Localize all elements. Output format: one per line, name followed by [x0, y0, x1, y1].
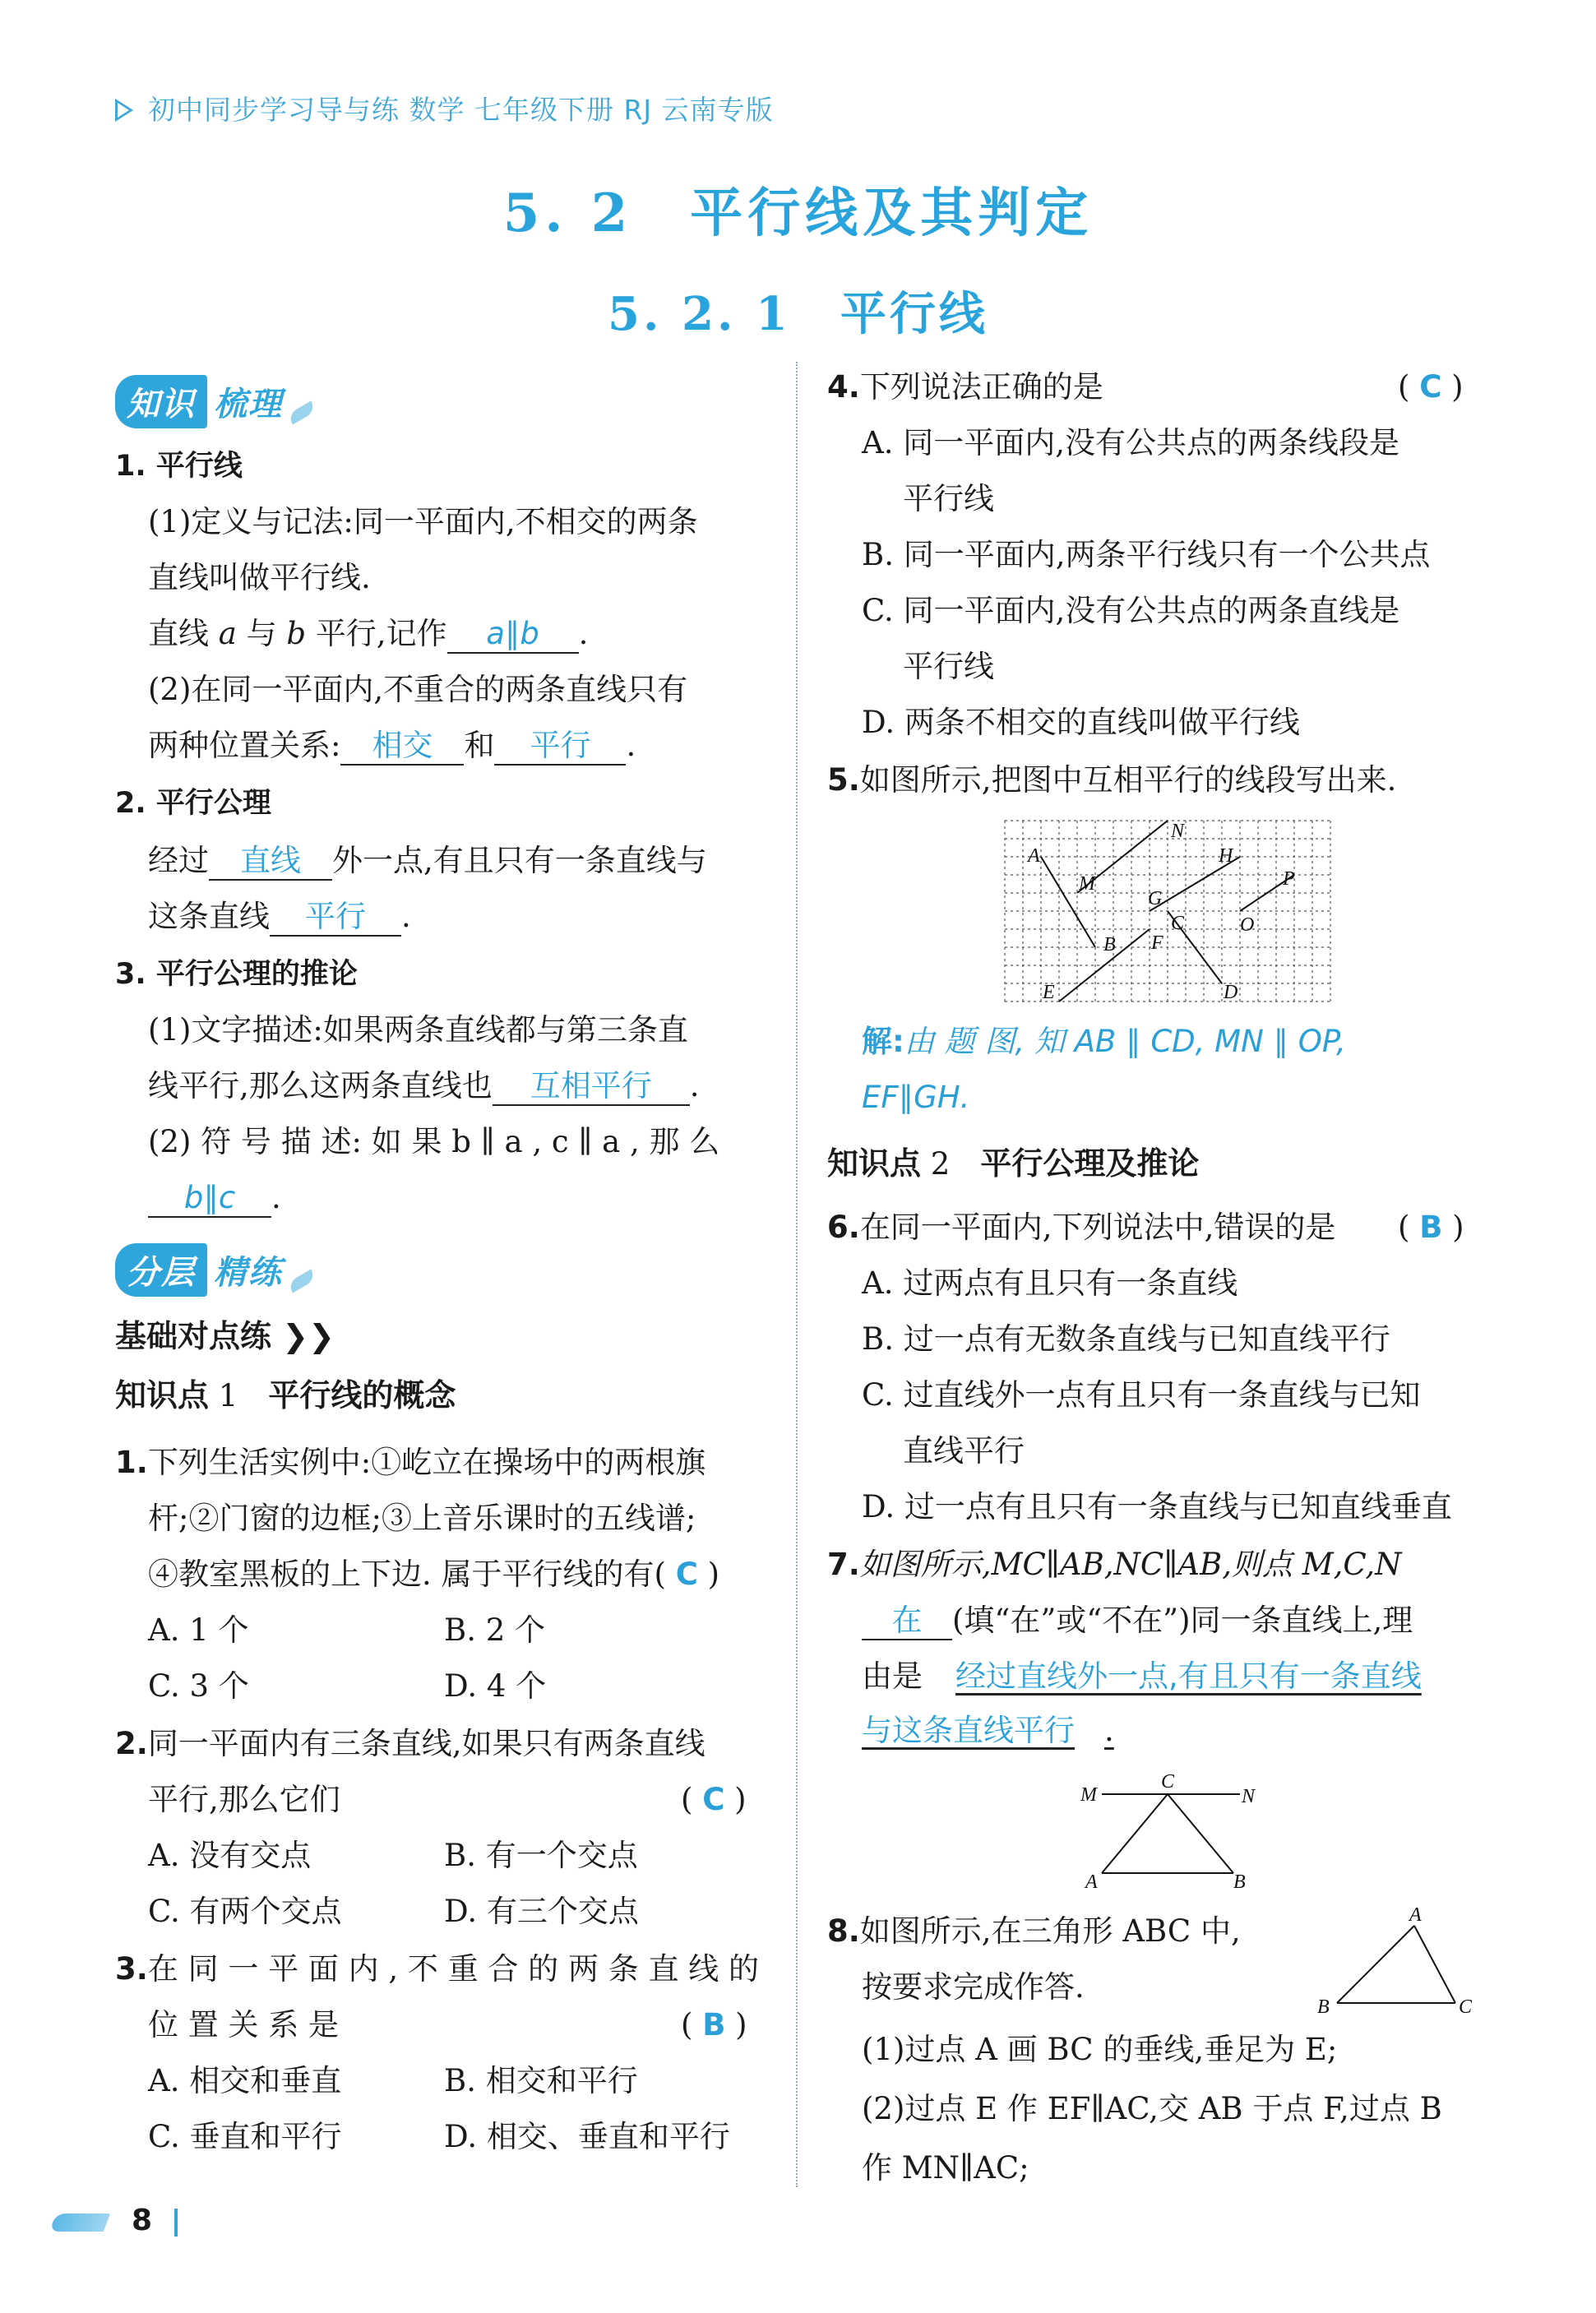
q5-solution-line1: 解:由 题 图, 知 AB ∥ CD, MN ∥ OP,: [862, 1024, 1346, 1059]
q6-option-a: A. 过两点有且只有一条直线: [862, 1265, 1238, 1301]
s2-line1: 经过 直线 外一点,有且只有一条直线与: [148, 840, 707, 881]
q7-line3: 由是 经过直线外一点,有且只有一条直线: [862, 1658, 1422, 1694]
segment-CA: [1102, 1794, 1168, 1873]
label-B: B: [1317, 1996, 1330, 2018]
play-triangle-icon: [115, 99, 133, 122]
label-O: O: [1240, 914, 1255, 936]
s2-title: 2. 平行公理: [115, 787, 271, 820]
segment-AC: [1414, 1926, 1455, 2003]
running-header: [115, 89, 774, 127]
q2-answer: ( C ): [681, 1782, 747, 1817]
column-divider: [796, 362, 798, 2187]
q4-option-a2: 平行线: [903, 481, 994, 516]
label-A: A: [1028, 845, 1040, 867]
subsection-title: 5. 2. 1 平行线: [608, 287, 988, 341]
q1-answer: C: [675, 1557, 698, 1592]
q2-option-b: B. 有一个交点: [444, 1838, 638, 1873]
q7-line1: 7.如图所示,MC∥AB,NC∥AB,则点 M,C,N: [827, 1547, 1402, 1582]
badge-knowledge-b: 梳理: [214, 386, 283, 423]
q5-grid-figure: [1003, 819, 1332, 1003]
segments: [1041, 821, 1294, 1002]
page-number: 8: [132, 2204, 153, 2237]
label-G: G: [1148, 888, 1163, 909]
q8-triangle-figure: [1307, 1906, 1488, 2021]
label-M: M: [1079, 873, 1095, 895]
q6-answer: ( B ): [1398, 1210, 1464, 1245]
s3-line3: (2) 符 号 描 述: 如 果 b ∥ a , c ∥ a , 那 么: [148, 1124, 720, 1159]
q3-line1: 3.在 同 一 平 面 内 , 不 重 合 的 两 条 直 线 的: [115, 1951, 759, 1987]
q2-option-c: C. 有两个交点: [148, 1894, 342, 1929]
label-E: E: [1043, 982, 1055, 1003]
q4-option-b: B. 同一平面内,两条平行线只有一个公共点: [862, 537, 1431, 572]
s1-line1: (1)定义与记法:同一平面内,不相交的两条: [148, 504, 698, 539]
q4-option-a1: A. 同一平面内,没有公共点的两条线段是: [862, 425, 1400, 460]
s2-line2: 这条直线 平行 .: [148, 896, 411, 937]
answer-blank: 互相平行: [493, 1068, 690, 1106]
q6-option-d: D. 过一点有且只有一条直线与已知直线垂直: [862, 1489, 1452, 1524]
q8-line5: 作 MN∥AC;: [862, 2150, 1029, 2186]
answer-blank: 相交: [340, 728, 464, 766]
q3-option-d: D. 相交、垂直和平行: [444, 2119, 730, 2154]
answer-blank: 平行: [270, 899, 401, 937]
s3-line1: (1)文字描述:如果两条直线都与第三条直: [148, 1012, 688, 1048]
segment-CB: [1168, 1794, 1233, 1873]
label-C: C: [1459, 1996, 1473, 2018]
q6-option-c2: 直线平行: [903, 1433, 1025, 1469]
section-title: 5. 2 平行线及其判定: [502, 183, 1094, 244]
basic-practice-heading: 基础对点练 ❯❯: [115, 1318, 335, 1354]
q3-option-a: A. 相交和垂直: [148, 2063, 342, 2098]
q1-option-b: B. 2 个: [444, 1612, 546, 1648]
kp2-heading: 知识点 2 平行公理及推论: [827, 1145, 1200, 1182]
s1-line2: 直线叫做平行线.: [148, 560, 371, 595]
label-M: M: [1080, 1784, 1097, 1806]
q7-line4: 与这条直线平行 .: [862, 1713, 1114, 1748]
label-A: A: [1085, 1871, 1098, 1891]
q2-line1: 2.同一平面内有三条直线,如果只有两条直线: [115, 1726, 705, 1761]
label-A: A: [1409, 1906, 1422, 1926]
s3-title: 3. 平行公理的推论: [115, 958, 358, 991]
q8-line2: 按要求完成作答.: [862, 1969, 1085, 2005]
label-C: C: [1171, 913, 1185, 934]
answer-blank: 平行: [494, 728, 626, 766]
s3-line2: 线平行,那么这两条直线也 互相平行 .: [148, 1066, 700, 1107]
q7-reason-answer: 经过直线外一点,有且只有一条直线: [955, 1658, 1422, 1694]
kp1-heading: 知识点 1 平行线的概念: [115, 1377, 456, 1413]
q1-line2: 杆;②门窗的边框;③上音乐课时的五线谱;: [148, 1501, 696, 1536]
q7-reason-answer-cont: 与这条直线平行: [862, 1713, 1075, 1748]
label-P: P: [1283, 868, 1295, 890]
s1-line4: (2)在同一平面内,不重合的两条直线只有: [148, 672, 688, 707]
s1-line3: 直线 a 与 b 平行,记作 a∥b .: [148, 613, 588, 655]
q5-solution-line2: EF∥GH.: [862, 1080, 970, 1115]
knowledge-badge: [115, 375, 316, 426]
q1-line3: ④教室黑板的上下边. 属于平行线的有( C ): [148, 1557, 720, 1592]
s1-line5: 两种位置关系: 相交 和 平行 .: [148, 725, 636, 766]
q7-line2: 在 (填“在”或“不在”)同一条直线上,理: [862, 1600, 1413, 1641]
q8-line4: (2)过点 E 作 EF∥AC,交 AB 于点 F,过点 B: [862, 2091, 1442, 2126]
practice-badge: [115, 1243, 316, 1294]
q6-option-b: B. 过一点有无数条直线与已知直线平行: [862, 1321, 1390, 1357]
q1-line1: 1.下列生活实例中:①屹立在操场中的两根旗: [115, 1445, 706, 1480]
q7-triangle-figure: [1069, 1768, 1283, 1891]
label-D: D: [1224, 982, 1238, 1003]
q6-line1: 6.在同一平面内,下列说法中,错误的是: [827, 1210, 1336, 1245]
answer-blank: a∥b: [447, 616, 579, 654]
label-N: N: [1171, 821, 1185, 842]
badge-knowledge-a: 知识: [115, 375, 207, 428]
s1-title: 1. 平行线: [115, 450, 243, 483]
page-number-bar: [174, 2209, 178, 2237]
segment-AB: [1337, 1926, 1414, 2003]
q1-option-c: C. 3 个: [148, 1668, 249, 1704]
q2-line2: 平行,那么它们: [148, 1782, 340, 1817]
q1-option-a: A. 1 个: [148, 1612, 249, 1648]
badge-practice-b: 精练: [214, 1254, 283, 1292]
answer-blank: 直线: [209, 843, 332, 881]
label-B: B: [1103, 934, 1116, 955]
q8-line1: 8.如图所示,在三角形 ABC 中,: [827, 1913, 1241, 1949]
badge-practice-a: 分层: [115, 1243, 207, 1297]
q4-line1: 4.下列说法正确的是: [827, 369, 1103, 405]
q1-option-d: D. 4 个: [444, 1668, 547, 1704]
q3-option-c: C. 垂直和平行: [148, 2119, 342, 2154]
double-chevron-icon: ❯❯: [282, 1318, 335, 1354]
label-C: C: [1161, 1771, 1175, 1793]
q4-option-d: D. 两条不相交的直线叫做平行线: [862, 705, 1300, 740]
q2-option-a: A. 没有交点: [148, 1838, 312, 1873]
leaf-icon: [287, 1269, 317, 1293]
label-F: F: [1151, 932, 1163, 954]
leaf-icon: [287, 400, 317, 424]
s3-line4: b∥c .: [148, 1177, 281, 1219]
label-N: N: [1242, 1786, 1256, 1807]
header-text: 初中同步学习导与练 数学 七年级下册 RJ 云南专版: [148, 94, 774, 126]
q4-option-c2: 平行线: [903, 649, 994, 684]
footer-stripe-icon: [49, 2214, 110, 2232]
label-B: B: [1233, 1871, 1246, 1891]
q3-answer: ( B ): [681, 2007, 747, 2042]
segment-AB: [1041, 857, 1095, 947]
q8-line3: (1)过点 A 画 BC 的垂线,垂足为 E;: [862, 2032, 1338, 2067]
q6-option-c1: C. 过直线外一点有且只有一条直线与已知: [862, 1377, 1421, 1413]
q4-option-c1: C. 同一平面内,没有公共点的两条直线是: [862, 593, 1400, 628]
q3-line2: 位 置 关 系 是: [148, 2007, 340, 2042]
q2-option-d: D. 有三个交点: [444, 1894, 639, 1929]
answer-blank: b∥c: [148, 1180, 271, 1218]
q4-answer: ( C ): [1398, 369, 1464, 405]
q3-option-b: B. 相交和平行: [444, 2063, 638, 2098]
q5-line1: 5.如图所示,把图中互相平行的线段写出来.: [827, 762, 1397, 798]
answer-blank: 在: [862, 1603, 952, 1640]
label-H: H: [1219, 845, 1233, 867]
